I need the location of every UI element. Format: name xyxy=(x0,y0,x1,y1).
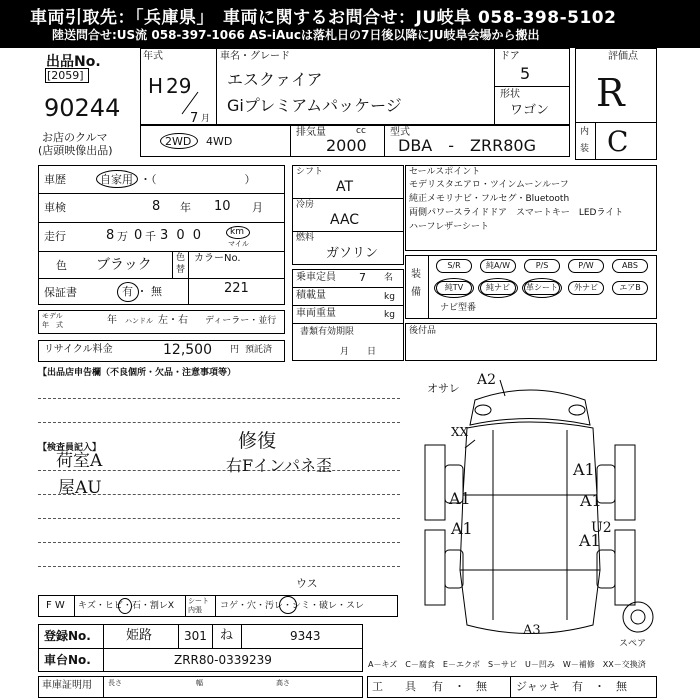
sales-point-line: 純正メモリナビ・フルセグ・Bluetooth xyxy=(409,194,570,204)
floor-crack-circle xyxy=(118,598,132,614)
car-grade: Giプレミアムパッケージ xyxy=(227,96,402,115)
drive-2wd: 2WD xyxy=(165,135,192,148)
store-line-2: (店頭映像出品) xyxy=(38,144,113,157)
spare-label: スペア xyxy=(619,639,647,649)
year-value: 29 xyxy=(166,74,192,98)
model-row-label-b: 年 式 xyxy=(42,321,63,329)
floor-mark: ウス xyxy=(296,577,318,590)
year-label: 年式 xyxy=(143,51,163,62)
registration-kana: ね xyxy=(220,628,234,643)
listing-number: 90244 xyxy=(44,94,121,122)
seat-label-1: シート xyxy=(188,597,209,605)
diagram-mark: A3 xyxy=(523,623,541,638)
weight-unit: kg xyxy=(384,310,395,320)
mirror-right xyxy=(569,405,585,415)
floor-stain-circle xyxy=(279,596,297,614)
equipment-label-1: 装 xyxy=(411,269,421,280)
equipment-navi-circle xyxy=(478,278,518,298)
header-bar xyxy=(0,0,700,48)
jack-label: ジャッキ xyxy=(516,680,560,693)
history-tail: ・（ ） xyxy=(140,173,256,186)
tools-label: 工 具 xyxy=(372,680,416,693)
mileage-unit-km: km xyxy=(230,227,244,237)
registration-class: 301 xyxy=(184,629,207,643)
interior-label-2: 装 xyxy=(580,144,590,154)
equipment-aftermarket-navi: 外ナビ xyxy=(568,281,604,295)
recycle-unit: 円 xyxy=(230,345,240,355)
equipment-navi-note: ナビ型番 xyxy=(440,303,477,313)
registration-number: 9343 xyxy=(290,629,321,643)
seat-label-2: 内張 xyxy=(188,606,202,614)
passengers-label: 乗車定員 xyxy=(296,272,336,283)
sales-point-line: ハーフレザーシート xyxy=(409,222,490,232)
diagram-mark: オサレ xyxy=(427,382,460,395)
inspector-note-4: 右Fインパネ歪 xyxy=(226,456,332,475)
equipment-tv-circle xyxy=(434,278,474,298)
legend: A－キズ C－腐食 E－エクボ S－サビ U－凹み W－補修 XX－交換済 xyxy=(368,660,646,669)
year-era: H xyxy=(148,74,164,98)
notice-label: 【出品店申告欄（不良個所・欠品・注意事項等） xyxy=(38,368,237,378)
drive-4wd: 4WD xyxy=(206,135,233,148)
inspector-note-3: 修復 xyxy=(238,430,277,452)
chassis-label: 車台No. xyxy=(44,653,91,667)
spare-tire-icon xyxy=(623,602,653,632)
diagram-mark: U2 xyxy=(591,520,612,536)
model-row-handle-label: ハンドル xyxy=(125,317,153,325)
inspection-year: 8 xyxy=(152,199,161,214)
equipment-power-window: P/W xyxy=(568,259,604,273)
equipment-power-steering: P/S xyxy=(524,259,560,273)
weight-label: 車両重量 xyxy=(296,308,336,319)
fw-label: F W xyxy=(46,600,65,611)
car-hood-outline xyxy=(463,422,597,495)
model-label: 型式 xyxy=(390,127,410,138)
passengers-value: 7 xyxy=(359,271,366,284)
diagram-mark: A1 xyxy=(451,519,473,538)
displacement-value: 2000 xyxy=(326,136,367,155)
car-name: エスクァイア xyxy=(227,70,323,89)
car-roof-front-outline xyxy=(470,390,590,425)
seat-text: コゲ・穴・汚レ・シミ・破レ・スレ xyxy=(220,601,365,611)
model-row-dealer: ディーラー・並行 xyxy=(205,316,277,326)
mileage-rest: 3 0 0 xyxy=(160,228,204,243)
certificate-sub-2: 幅 xyxy=(196,679,203,687)
recycle-label: リサイクル料金 xyxy=(44,344,113,355)
color-label: 色 xyxy=(56,259,67,272)
equipment-tv: 純TV xyxy=(436,281,472,295)
load-unit: kg xyxy=(384,292,395,302)
car-side-left xyxy=(425,445,445,520)
equipment-alloy-wheel: 純A/W xyxy=(480,259,516,273)
equipment-leather-seat: 革シート xyxy=(524,281,560,295)
color-value: ブラック xyxy=(96,257,152,273)
body-label: 形状 xyxy=(500,89,520,100)
inspection-label: 車検 xyxy=(44,201,66,214)
interior-score: C xyxy=(607,125,629,158)
color-code-label: カラーNo. xyxy=(194,253,241,264)
diagram-mark: A1 xyxy=(579,531,601,550)
diagram-mark: A1 xyxy=(580,491,602,510)
equipment-navi: 純ナビ xyxy=(480,281,516,295)
equipment-airbag: エアB xyxy=(612,281,648,295)
inspector-note-1: 荷室A xyxy=(56,451,103,471)
registration-city: 姫路 xyxy=(126,628,153,643)
registration-label: 登録No. xyxy=(44,629,91,643)
year-month: 7 xyxy=(190,111,199,126)
header-line-2: 陸送問合せ:US流 058-397-1066 AS-iAucは落札日の7日後以降にJU岐阜会場から搬出 xyxy=(52,28,540,42)
certificate-sub-1: 長さ xyxy=(108,679,122,687)
after-install-label: 後付品 xyxy=(409,326,437,336)
history-value: 自家用 xyxy=(100,173,133,186)
recycle-note: 預託済 xyxy=(245,345,273,355)
inspector-label: 【検査員記入】 xyxy=(38,443,102,453)
inspection-year-unit: 年 xyxy=(180,201,191,214)
inspection-month: 10 xyxy=(214,199,231,214)
inspector-note-2: 屋AU xyxy=(58,478,102,498)
mirror-left xyxy=(475,405,491,415)
diagram-mark: A1 xyxy=(449,489,471,508)
recycle-amount: 12,500 xyxy=(163,342,212,358)
diagram-mark: A1 xyxy=(573,460,595,479)
diagram-mark: A2 xyxy=(477,372,497,388)
model-value: DBA - ZRR80G xyxy=(398,136,536,155)
color-code: 221 xyxy=(224,281,249,296)
expiry-unit: 月 日 xyxy=(340,347,377,357)
mileage-man-unit: 万 xyxy=(117,230,128,243)
displacement-unit: cc xyxy=(356,126,366,136)
mileage-label: 走行 xyxy=(44,230,66,243)
sales-point-line: モデリスタエアロ・ツインムーンルーフ xyxy=(409,180,569,190)
equipment-sunroof: S/R xyxy=(436,259,472,273)
equipment-leather-circle xyxy=(522,278,562,298)
mileage-man: 8 xyxy=(106,228,115,243)
sales-point-line: 両側パワースライドドア スマートキー LEDライト xyxy=(409,208,624,218)
jack-value: 有 ・ 無 xyxy=(572,680,627,693)
shift-value: AT xyxy=(336,179,354,195)
color-change-label-1: 色 xyxy=(176,253,186,263)
after-install-box xyxy=(405,323,657,361)
mileage-unit-mile: マイル xyxy=(228,240,249,248)
equipment-abs: ABS xyxy=(612,259,648,273)
expiry-label: 書類有効期限 xyxy=(300,327,355,337)
aircon-label: 冷房 xyxy=(296,200,315,210)
certificate-sub-3: 高さ xyxy=(276,679,290,687)
chassis-value: ZRR80-0339239 xyxy=(174,653,272,667)
aircon-value: AAC xyxy=(330,212,360,228)
load-label: 積載量 xyxy=(296,290,326,301)
doors-value: 5 xyxy=(520,64,531,83)
score-value: R xyxy=(596,71,625,115)
shift-label: シフト xyxy=(296,167,324,177)
mileage-sen-unit: 千 xyxy=(145,230,156,243)
diagram-mark: XX xyxy=(451,425,469,439)
model-row-label-a: モデル xyxy=(42,312,63,320)
score-label: 評価点 xyxy=(608,51,638,62)
displacement-label: 排気量 xyxy=(296,127,326,138)
listing-sub-number: [2059] xyxy=(47,69,84,82)
fw-text: キズ・ヒビ・石・割レX xyxy=(78,601,174,611)
doors-label: ドア xyxy=(500,51,520,62)
car-side-right xyxy=(615,445,635,520)
equipment-label-2: 備 xyxy=(411,287,421,298)
warranty-text: 有 ・ 無 xyxy=(122,285,162,298)
year-month-unit: 月 xyxy=(201,114,211,124)
name-label: 車名・グレード xyxy=(220,51,290,62)
history-label: 車歴 xyxy=(44,173,66,186)
car-damage-diagram xyxy=(405,370,660,660)
tools-value: 有 ・ 無 xyxy=(432,680,487,693)
fuel-value: ガソリン xyxy=(326,246,379,261)
warranty-label: 保証書 xyxy=(44,286,77,299)
store-line-1: お店のクルマ xyxy=(42,131,108,144)
body-value: ワゴン xyxy=(510,103,550,118)
passengers-unit: 名 xyxy=(384,273,394,283)
sales-points-label: セールスポイント xyxy=(409,167,481,177)
certificate-label: 車庫証明用 xyxy=(42,680,92,691)
header-line-1: 車両引取先：「兵庫県」 車両に関するお問合せ：JU岐阜 058-398-5102 xyxy=(30,8,617,28)
color-change-label-2: 替 xyxy=(176,265,186,275)
mileage-sen: 0 xyxy=(134,228,143,243)
model-row-year-unit: 年 xyxy=(107,315,117,326)
inspection-month-unit: 月 xyxy=(252,201,263,214)
interior-label-1: 内 xyxy=(580,127,590,137)
model-row-handle: 左・右 xyxy=(158,315,188,326)
fuel-label: 燃料 xyxy=(296,233,315,243)
listing-label: 出品No. xyxy=(46,54,101,70)
